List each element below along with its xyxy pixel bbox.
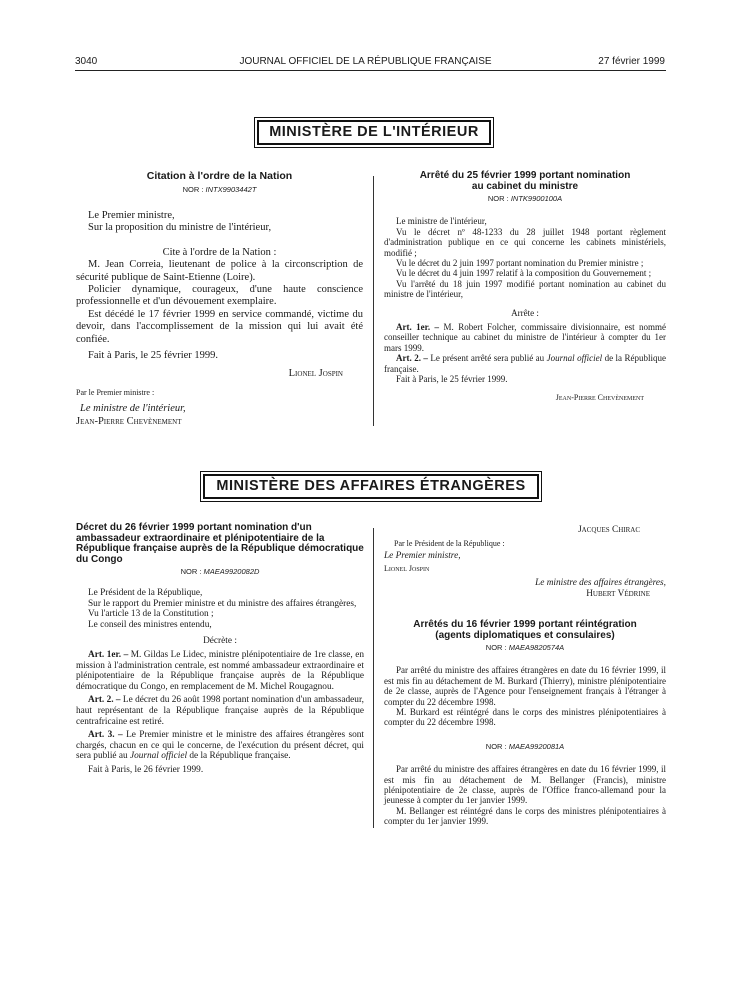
- decret-p6: Fait à Paris, le 26 février 1999.: [88, 764, 204, 775]
- arretes-a2: M. Burkard est réintégré dans le corps des ministres plénipotentiaires à compter du 22 décembre 1998.: [384, 707, 666, 728]
- decret-p1: Le Président de la République,: [88, 587, 203, 598]
- arrete-art2: Art. 2. – Le présent arrêté sera publié au Journal officiel de la République française.: [384, 353, 667, 374]
- arrete-p4: Vu le décret du 4 juin 1997 relatif à la composition du Gouvernement ;: [396, 268, 652, 279]
- citation-p2: Sur la proposition du ministre de l'intérieur,: [88, 222, 272, 234]
- column-divider-bottom: [373, 528, 374, 828]
- arretes-title: Arrêtés du 16 février 1999 portant réintégration (agents diplomatiques et consulaires): [413, 619, 637, 641]
- decret-pm-title: Le Premier ministre,: [384, 551, 461, 562]
- citation-title: Citation à l'ordre de la Nation: [146, 170, 293, 182]
- citation-p6: Est décédé le 17 février 1999 en service commandé, victime du devoir, dans l'accomplissement de la mission qui lui avait été confiée.: [76, 308, 363, 345]
- citation-nor: [76, 184, 363, 196]
- publication-date: 27 février 1999: [598, 56, 665, 67]
- citation-minister-title: Le ministre de l'intérieur,: [80, 403, 186, 415]
- citation-section: [76, 170, 363, 428]
- arrete-title: Arrêté du 25 février 1999 portant nomination au cabinet du ministre: [419, 170, 631, 192]
- arrete-p1: Le ministre de l'intérieur,: [396, 216, 487, 227]
- decret-p3: Vu l'article 13 de la Constitution ;: [88, 609, 214, 620]
- journal-title: JOURNAL OFFICIEL DE LA RÉPUBLIQUE FRANÇAISE: [239, 56, 492, 67]
- arretes-section: [384, 619, 666, 827]
- decret-signatures: [384, 525, 666, 600]
- citation-by: Par le Premier ministre :: [76, 387, 155, 397]
- arretes-b2: M. Bellanger est réintégré dans le corps des ministres plénipotentiaires à compter du 1er janvier 1999.: [384, 805, 666, 827]
- arretes-nor-2: NOR : MAEA9920081A: [485, 741, 565, 751]
- citation-p5: Policier dynamique, courageux, d'une haute conscience professionnelle et d'un dévouement exemplaire.: [76, 284, 363, 308]
- decret-minister-name: Hubert Védrine: [586, 589, 650, 600]
- citation-signer: Lionel Jospin: [288, 368, 343, 380]
- decret-pm-name: Lionel Jospin: [384, 563, 430, 573]
- column-divider-top: [373, 176, 374, 426]
- decret-section: [76, 523, 364, 775]
- header-rule: [75, 70, 666, 71]
- arretes-a1: Par arrêté du ministre des affaires étrangères en date du 16 février 1999, il est mis fin au détachement de M. Burkard (Thierry), ministre plénipotentiaire de 2e classe, auprès de l'Agence pour l'enseignement français à l'étranger à compter du 22 décembre 1998.: [384, 665, 666, 707]
- arrete-p3: Vu le décret du 2 juin 1997 portant nomination du Premier ministre ;: [396, 258, 644, 269]
- citation-p7: Fait à Paris, le 25 février 1999.: [88, 350, 219, 362]
- ministry-foreign-heading: MINISTÈRE DES AFFAIRES ÉTRANGÈRES: [203, 474, 539, 499]
- nor-label: NOR :: [182, 185, 204, 195]
- arrete-p7: Fait à Paris, le 25 février 1999.: [396, 374, 508, 385]
- citation-p1: Le Premier ministre,: [88, 210, 175, 221]
- decret-art2: Art. 2. – Le décret du 26 août 1998 portant nomination d'un ambassadeur, haut représentant de la République française auprès de la République centrafricaine est retiré.: [76, 695, 364, 727]
- citation-p3: Cite à l'ordre de la Nation :: [162, 246, 277, 258]
- arrete-nor: NOR : INTK9900100A: [487, 194, 563, 203]
- ministry-interior-heading: MINISTÈRE DE L'INTÉRIEUR: [257, 120, 491, 145]
- arretes-b1: Par arrêté du ministre des affaires étrangères en date du 16 février 1999, il est mis fin au détachement de M. Bellanger (Francis), ministre plénipotentiaire de 2e classe, auprès de l'Office franco-allemand pour la jeunesse à compter du 1er janvier 1999.: [384, 764, 666, 806]
- decret-art3: Art. 3. – Le Premier ministre et le ministre des affaires étrangères sont chargés, chacun en ce qui le concerne, de l'exécution du présent décret, qui sera publié au Journal officiel de la République française.: [76, 730, 365, 762]
- citation-p4: M. Jean Correia, lieutenant de police à la circonscription de sécurité publique de Saint-Etienne (Loire).: [76, 259, 363, 283]
- arrete-p2: Vu le décret nº 48-1233 du 28 juillet 1948 portant règlement d'administration publique en ce qui concerne les cabinets ministériels, modifié ;: [384, 226, 666, 258]
- decret-art1: Art. 1er. – M. Gildas Le Lidec, ministre plénipotentiaire de 1re classe, en mission à l'administration centrale, est nommé ambassadeur extraordinaire et plénipotentiaire de la République française auprès de la République démocratique du Congo, en remplacement de M. Michel Rougagnou.: [76, 649, 364, 692]
- arrete-signer: Jean-Pierre Chevènement: [555, 392, 644, 402]
- decret-p5: Décrète :: [203, 636, 237, 647]
- citation-minister-name: Jean-Pierre Chevènement: [76, 415, 182, 427]
- page-number: 3040: [75, 56, 98, 67]
- decret-p4: Le conseil des ministres entendu,: [88, 619, 212, 630]
- arrete-p5: Vu l'arrêté du 18 juin 1997 modifié portant nomination au cabinet du ministre de l'intérieur,: [384, 278, 666, 300]
- arrete-p6: Arrête :: [511, 307, 539, 318]
- decret-title: Décret du 26 février 1999 portant nomination d'un ambassadeur extraordinaire et plénipotentiaire de la République française auprès de la République démocratique du Congo: [76, 522, 364, 565]
- arrete-section: [384, 170, 666, 403]
- decret-p2: Sur le rapport du Premier ministre et du ministre des affaires étrangères,: [88, 598, 357, 609]
- decret-signer: Jacques Chirac: [578, 525, 640, 535]
- decret-by: Par le Président de la République :: [394, 539, 505, 549]
- decret-minister-title: Le ministre des affaires étrangères,: [535, 577, 666, 588]
- arretes-nor-1: NOR : MAEA9820574A: [485, 643, 565, 652]
- nor-value: INTX9903442T: [205, 185, 257, 195]
- arrete-art1: Art. 1er. – M. Robert Folcher, commissaire divisionnaire, est nommé conseiller technique au cabinet du ministre de l'intérieur à compter du 1er mars 1999.: [384, 322, 667, 353]
- decret-nor: NOR : MAEA9920082D: [180, 567, 260, 577]
